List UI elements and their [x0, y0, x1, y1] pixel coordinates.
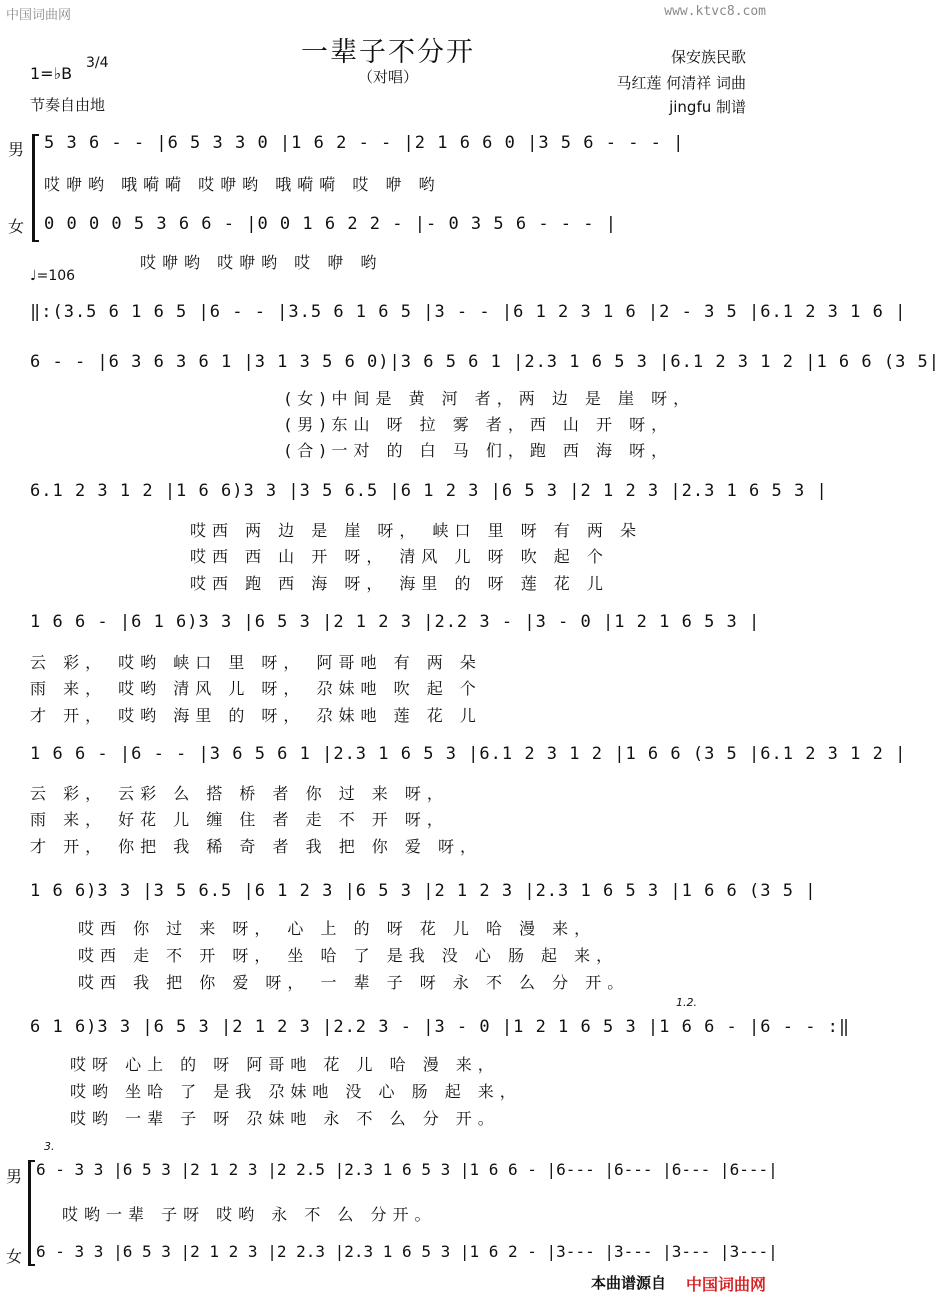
- voice-label-female: 女: [8, 217, 25, 236]
- footer-site-logo: 中国词曲网: [685, 1275, 766, 1294]
- time-signature: 3/4: [86, 55, 109, 71]
- verse-line: 云 彩， 云彩 么 搭 桥 者 你 过 来 呀，: [30, 784, 449, 803]
- verse-line: 哎西 你 过 来 呀， 心 上 的 呀 花 儿 哈 漫 来，: [78, 919, 597, 938]
- lyrics-line: 哎咿哟 哦嗬嗬 哎咿哟 哦嗬嗬 哎 咿 哟: [44, 175, 441, 194]
- verse-line: 哎西 西 山 开 呀， 清风 儿 呀 吹 起 个: [190, 547, 609, 566]
- notation-line: 6.1 2 3 1 2 |1 6 6)3 3 |3 5 6.5 |6 1 2 3 |6 5 3 |2 1 2 3 |2.3 1 6 5 3 |: [30, 481, 828, 501]
- notation-line: 1 6 6 - |6 - - |3 6 5 6 1 |2.3 1 6 5 3 |6.1 2 3 1 2 |1 6 6 (3 5 |6.1 2 3 1 2 |: [30, 744, 907, 764]
- notation-line: ‖:(3.5 6 1 6 5 |6 - - |3.5 6 1 6 5 |3 - - |6 1 2 3 1 6 |2 - 3 5 |6.1 2 3 1 6 |: [30, 302, 907, 322]
- lyrics-line: 哎咿哟 哎咿哟 哎 咿 哟: [140, 253, 383, 272]
- verse-line: 哎呀 心上 的 呀 阿哥吔 花 儿 哈 漫 来，: [70, 1055, 500, 1074]
- watermark-top-left: 中国词曲网: [6, 8, 72, 23]
- tempo-mark: ♩=106: [30, 268, 76, 284]
- verse-line: 哎西 走 不 开 呀， 坐 哈 了 是我 没 心 肠 起 来，: [78, 946, 619, 965]
- system-brace: [32, 134, 39, 242]
- notation-line: 6 - - |6 3 6 3 6 1 |3 1 3 5 6 0)|3 6 5 6 1 |2.3 1 6 5 3 |6.1 2 3 1 2 |1 6 6 (3 5|: [30, 352, 940, 372]
- verse-line: 哎西 两 边 是 崖 呀， 峡口 里 呀 有 两 朵: [190, 521, 642, 540]
- key-signature: 1=♭B: [30, 64, 73, 83]
- footer-source-label: 本曲谱源自: [590, 1274, 666, 1292]
- verse-line: 哎西 跑 西 海 呀， 海里 的 呀 莲 花 儿: [190, 574, 609, 593]
- verse-line: 雨 来， 好花 儿 缠 住 者 走 不 开 呀，: [30, 810, 449, 829]
- notation-line: 6 1 6)3 3 |6 5 3 |2 1 2 3 |2.2 3 - |3 - 0 |1 2 1 6 5 3 |1 6 6 - |6 - - :‖: [30, 1017, 851, 1037]
- verse-line: (合)一对 的 白 马 们，跑 西 海 呀，: [285, 441, 674, 460]
- tempo-note: 节奏自由地: [30, 96, 106, 114]
- song-source: 保安族民歌: [670, 48, 746, 66]
- voice-label-female: 女: [6, 1247, 23, 1266]
- verse-line: 云 彩， 哎哟 峡口 里 呀， 阿哥吔 有 两 朵: [30, 653, 482, 672]
- verse-line: 雨 来， 哎哟 清风 儿 呀， 尕妹吔 吹 起 个: [30, 679, 482, 698]
- voice-label-male: 男: [8, 140, 25, 159]
- watermark-top-right: www.ktvc8.com: [664, 4, 766, 19]
- transcriber: jingfu 制谱: [669, 98, 746, 116]
- verse-line: 哎哟 坐哈 了 是我 尕妹吔 没 心 肠 起 来，: [70, 1082, 522, 1101]
- song-subtitle: （对唱）: [357, 68, 418, 86]
- authors: 马红莲 何清祥 词曲: [616, 74, 746, 92]
- system-brace: [28, 1160, 35, 1266]
- notation-line: 1 6 6 - |6 1 6)3 3 |6 5 3 |2 1 2 3 |2.2 3 - |3 - 0 |1 2 1 6 5 3 |: [30, 612, 761, 632]
- verse-line: 才 开， 哎哟 海里 的 呀， 尕妹吔 莲 花 儿: [30, 706, 482, 725]
- verse-line: 哎西 我 把 你 爱 呀， 一 辈 子 呀 永 不 么 分 开。: [78, 973, 630, 992]
- volta-1-2: 1.2.: [676, 996, 697, 1009]
- notation-line: 6 - 3 3 |6 5 3 |2 1 2 3 |2 2.3 |2.3 1 6 5 3 |1 6 2 - |3--- |3--- |3--- |3---|: [36, 1242, 778, 1261]
- verse-line: 哎哟 一辈 子 呀 尕妹吔 永 不 么 分 开。: [70, 1109, 500, 1128]
- verse-line: (女)中间是 黄 河 者，两 边 是 崖 呀，: [285, 389, 696, 408]
- notation-line: 0 0 0 0 5 3 6 6 - |0 0 1 6 2 2 - |- 0 3 5 6 - - - |: [44, 214, 617, 234]
- verse-line: (男)东山 呀 拉 雾 者，西 山 开 呀，: [285, 415, 674, 434]
- notation-line: 5 3 6 - - |6 5 3 3 0 |1 6 2 - - |2 1 6 6 0 |3 5 6 - - - |: [44, 133, 685, 153]
- verse-line: 才 开， 你把 我 稀 奇 者 我 把 你 爱 呀，: [30, 837, 482, 856]
- notation-line: 6 - 3 3 |6 5 3 |2 1 2 3 |2 2.5 |2.3 1 6 5 3 |1 6 6 - |6--- |6--- |6--- |6---|: [36, 1160, 778, 1179]
- notation-line: 1 6 6)3 3 |3 5 6.5 |6 1 2 3 |6 5 3 |2 1 2 3 |2.3 1 6 5 3 |1 6 6 (3 5 |: [30, 881, 817, 901]
- voice-label-male: 男: [6, 1167, 23, 1186]
- volta-3: 3.: [44, 1140, 55, 1153]
- lyrics-line: 哎哟一辈 子呀 哎哟 永 不 么 分开。: [62, 1205, 437, 1224]
- song-title: 一辈子不分开: [301, 37, 475, 68]
